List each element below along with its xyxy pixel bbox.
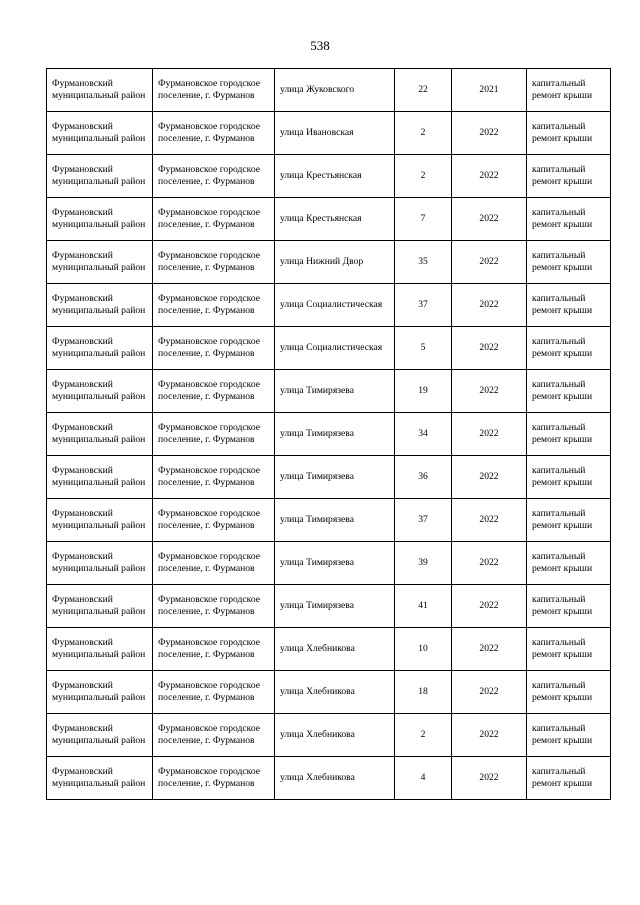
house-number-cell: 35: [395, 241, 452, 284]
work-type-cell: капитальный ремонт крыши: [527, 499, 611, 542]
work-type-cell: капитальный ремонт крыши: [527, 628, 611, 671]
year-cell: 2022: [452, 499, 527, 542]
page-number: 538: [310, 38, 330, 53]
house-number-cell: 39: [395, 542, 452, 585]
street-cell: улица Социалистическая: [275, 327, 395, 370]
work-type-cell: капитальный ремонт крыши: [527, 714, 611, 757]
table-row: [47, 327, 611, 370]
settlement-cell: Фурмановское городское поселение, г. Фурманов: [153, 499, 275, 542]
house-number-cell: 7: [395, 198, 452, 241]
house-number-cell: 4: [395, 757, 452, 800]
work-type-cell: капитальный ремонт крыши: [527, 542, 611, 585]
year-cell: 2022: [452, 112, 527, 155]
work-type-cell: капитальный ремонт крыши: [527, 327, 611, 370]
house-number-cell: 2: [395, 155, 452, 198]
table-row: [47, 155, 611, 198]
work-type-cell: капитальный ремонт крыши: [527, 198, 611, 241]
district-cell: Фурмановский муниципальный район: [47, 499, 153, 542]
table-row: [47, 671, 611, 714]
settlement-cell: Фурмановское городское поселение, г. Фурманов: [153, 456, 275, 499]
table-row: [47, 542, 611, 585]
settlement-cell: Фурмановское городское поселение, г. Фурманов: [153, 671, 275, 714]
table-row: [47, 499, 611, 542]
district-cell: Фурмановский муниципальный район: [47, 112, 153, 155]
settlement-cell: Фурмановское городское поселение, г. Фурманов: [153, 757, 275, 800]
table-row: [47, 456, 611, 499]
street-cell: улица Жуковского: [275, 69, 395, 112]
settlement-cell: Фурмановское городское поселение, г. Фурманов: [153, 628, 275, 671]
year-cell: 2022: [452, 757, 527, 800]
settlement-cell: Фурмановское городское поселение, г. Фурманов: [153, 198, 275, 241]
table-row: [47, 585, 611, 628]
house-number-cell: 19: [395, 370, 452, 413]
district-cell: Фурмановский муниципальный район: [47, 628, 153, 671]
work-type-cell: капитальный ремонт крыши: [527, 69, 611, 112]
year-cell: 2022: [452, 198, 527, 241]
settlement-cell: Фурмановское городское поселение, г. Фурманов: [153, 585, 275, 628]
street-cell: улица Тимирязева: [275, 413, 395, 456]
table-row: [47, 69, 611, 112]
year-cell: 2022: [452, 671, 527, 714]
street-cell: улица Ивановская: [275, 112, 395, 155]
street-cell: улица Тимирязева: [275, 542, 395, 585]
district-cell: Фурмановский муниципальный район: [47, 327, 153, 370]
settlement-cell: Фурмановское городское поселение, г. Фурманов: [153, 714, 275, 757]
house-number-cell: 37: [395, 499, 452, 542]
settlement-cell: Фурмановское городское поселение, г. Фурманов: [153, 69, 275, 112]
year-cell: 2022: [452, 542, 527, 585]
district-cell: Фурмановский муниципальный район: [47, 757, 153, 800]
year-cell: 2022: [452, 628, 527, 671]
table-row: [47, 112, 611, 155]
work-type-cell: капитальный ремонт крыши: [527, 671, 611, 714]
street-cell: улица Хлебникова: [275, 757, 395, 800]
district-cell: Фурмановский муниципальный район: [47, 155, 153, 198]
street-cell: улица Хлебникова: [275, 671, 395, 714]
house-number-cell: 22: [395, 69, 452, 112]
year-cell: 2022: [452, 155, 527, 198]
table-row: [47, 757, 611, 800]
work-type-cell: капитальный ремонт крыши: [527, 284, 611, 327]
work-type-cell: капитальный ремонт крыши: [527, 757, 611, 800]
work-type-cell: капитальный ремонт крыши: [527, 585, 611, 628]
housing-repair-table: [46, 68, 611, 800]
house-number-cell: 37: [395, 284, 452, 327]
district-cell: Фурмановский муниципальный район: [47, 69, 153, 112]
table-row: [47, 370, 611, 413]
year-cell: 2022: [452, 327, 527, 370]
year-cell: 2022: [452, 241, 527, 284]
year-cell: 2022: [452, 714, 527, 757]
work-type-cell: капитальный ремонт крыши: [527, 456, 611, 499]
table-body: [47, 69, 611, 800]
work-type-cell: капитальный ремонт крыши: [527, 112, 611, 155]
table-row: [47, 241, 611, 284]
settlement-cell: Фурмановское городское поселение, г. Фурманов: [153, 413, 275, 456]
house-number-cell: 34: [395, 413, 452, 456]
district-cell: Фурмановский муниципальный район: [47, 413, 153, 456]
house-number-cell: 5: [395, 327, 452, 370]
house-number-cell: 10: [395, 628, 452, 671]
settlement-cell: Фурмановское городское поселение, г. Фурманов: [153, 370, 275, 413]
street-cell: улица Нижний Двор: [275, 241, 395, 284]
settlement-cell: Фурмановское городское поселение, г. Фурманов: [153, 542, 275, 585]
district-cell: Фурмановский муниципальный район: [47, 241, 153, 284]
district-cell: Фурмановский муниципальный район: [47, 198, 153, 241]
house-number-cell: 2: [395, 112, 452, 155]
street-cell: улица Тимирязева: [275, 585, 395, 628]
year-cell: 2022: [452, 456, 527, 499]
year-cell: 2022: [452, 284, 527, 327]
work-type-cell: капитальный ремонт крыши: [527, 155, 611, 198]
district-cell: Фурмановский муниципальный район: [47, 714, 153, 757]
street-cell: улица Крестьянская: [275, 198, 395, 241]
settlement-cell: Фурмановское городское поселение, г. Фурманов: [153, 284, 275, 327]
work-type-cell: капитальный ремонт крыши: [527, 413, 611, 456]
house-number-cell: 18: [395, 671, 452, 714]
settlement-cell: Фурмановское городское поселение, г. Фурманов: [153, 327, 275, 370]
house-number-cell: 36: [395, 456, 452, 499]
settlement-cell: Фурмановское городское поселение, г. Фурманов: [153, 112, 275, 155]
house-number-cell: 41: [395, 585, 452, 628]
district-cell: Фурмановский муниципальный район: [47, 671, 153, 714]
table-row: [47, 413, 611, 456]
district-cell: Фурмановский муниципальный район: [47, 542, 153, 585]
street-cell: улица Крестьянская: [275, 155, 395, 198]
year-cell: 2022: [452, 413, 527, 456]
work-type-cell: капитальный ремонт крыши: [527, 370, 611, 413]
street-cell: улица Тимирязева: [275, 456, 395, 499]
district-cell: Фурмановский муниципальный район: [47, 284, 153, 327]
street-cell: улица Тимирязева: [275, 499, 395, 542]
district-cell: Фурмановский муниципальный район: [47, 370, 153, 413]
district-cell: Фурмановский муниципальный район: [47, 456, 153, 499]
settlement-cell: Фурмановское городское поселение, г. Фурманов: [153, 155, 275, 198]
street-cell: улица Тимирязева: [275, 370, 395, 413]
street-cell: улица Хлебникова: [275, 628, 395, 671]
street-cell: улица Хлебникова: [275, 714, 395, 757]
year-cell: 2022: [452, 370, 527, 413]
house-number-cell: 2: [395, 714, 452, 757]
year-cell: 2022: [452, 585, 527, 628]
table-row: [47, 198, 611, 241]
year-cell: 2021: [452, 69, 527, 112]
settlement-cell: Фурмановское городское поселение, г. Фурманов: [153, 241, 275, 284]
table-row: [47, 628, 611, 671]
street-cell: улица Социалистическая: [275, 284, 395, 327]
work-type-cell: капитальный ремонт крыши: [527, 241, 611, 284]
table-row: [47, 714, 611, 757]
table-row: [47, 284, 611, 327]
district-cell: Фурмановский муниципальный район: [47, 585, 153, 628]
